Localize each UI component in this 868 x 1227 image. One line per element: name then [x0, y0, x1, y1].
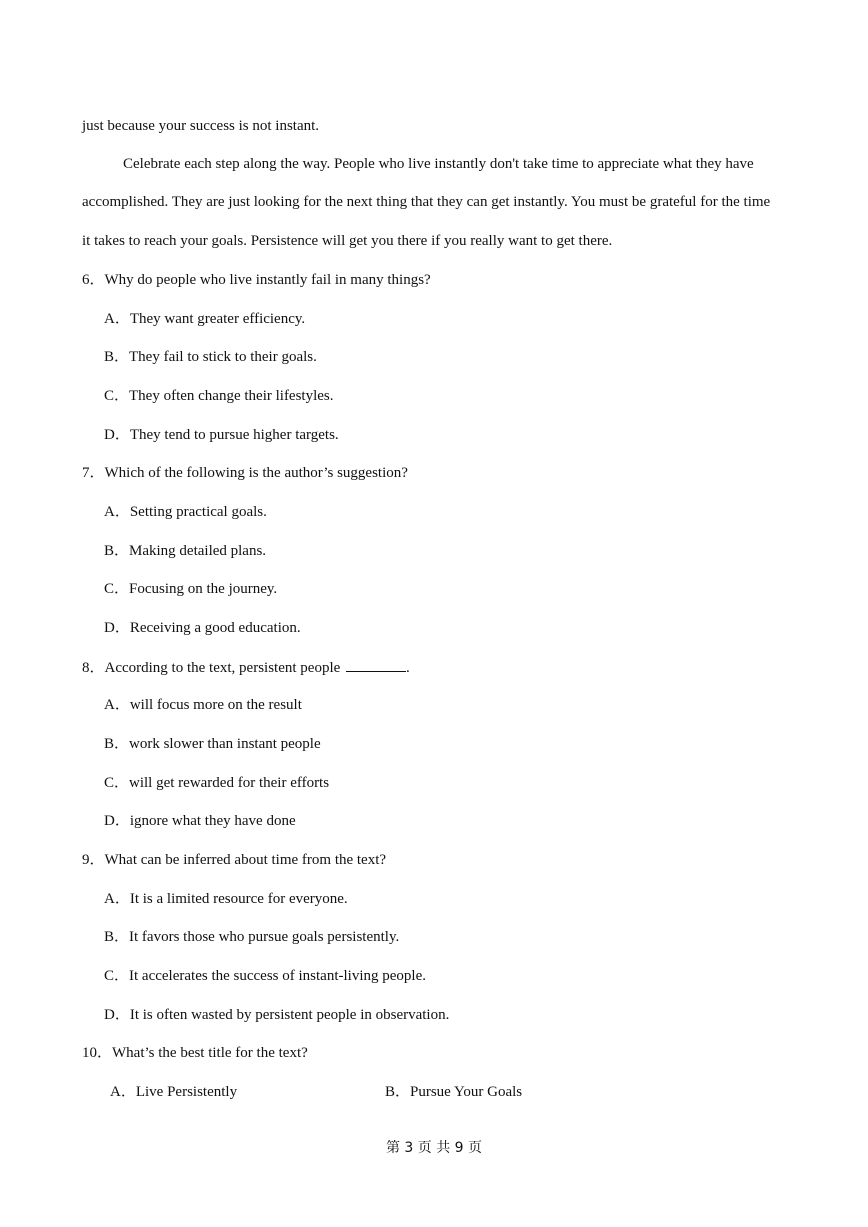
passage-line: accomplished. They are just looking for the next thing that they can get instantly. You must be grateful for the time [82, 194, 771, 210]
question-10-option-a: A．Live Persistently [110, 1084, 238, 1100]
question-8-option-d: D．ignore what they have done [104, 813, 296, 829]
question-9-option-a: A．It is a limited resource for everyone. [104, 891, 348, 907]
question-8-stem-line [82, 657, 410, 678]
question-8-option-a: A．will focus more on the result [104, 697, 302, 713]
question-7-stem: 7．Which of the following is the author’s suggestion? [82, 465, 408, 481]
page-footer: 第 3 页 共 9 页 [385, 1140, 483, 1156]
question-9-option-d: D．It is often wasted by persistent people in observation. [104, 1007, 450, 1023]
question-7-option-d: D．Receiving a good education. [104, 620, 301, 636]
passage-line: it takes to reach your goals. Persistence will get you there if you really want to get there. [82, 233, 613, 249]
question-6-option-c: C．They often change their lifestyles. [104, 388, 334, 404]
question-9-option-c: C．It accelerates the success of instant-living people. [104, 968, 426, 984]
question-6-stem: 6．Why do people who live instantly fail in many things? [82, 272, 431, 288]
passage-line: Celebrate each step along the way. People who live instantly don't take time to appreciate what they have [123, 156, 754, 172]
question-7-option-a: A．Setting practical goals. [104, 504, 267, 520]
question-7-option-b: B．Making detailed plans. [104, 543, 267, 559]
question-9-stem: 9．What can be inferred about time from the text? [82, 852, 387, 868]
question-8-option-c: C．will get rewarded for their efforts [104, 775, 330, 791]
answer-blank [346, 657, 406, 672]
question-6-option-a: A．They want greater efficiency. [104, 311, 306, 327]
passage-line: just because your success is not instant. [82, 118, 320, 134]
question-6-option-b: B．They fail to stick to their goals. [104, 349, 317, 365]
question-7-option-c: C．Focusing on the journey. [104, 581, 278, 597]
question-9-option-b: B．It favors those who pursue goals persistently. [104, 929, 400, 945]
question-10-option-b: B．Pursue Your Goals [385, 1084, 523, 1100]
question-10-stem: 10．What’s the best title for the text? [82, 1045, 308, 1061]
question-8-option-b: B．work slower than instant people [104, 736, 321, 752]
question-8-stem: 8．According to the text, persistent people [82, 660, 341, 676]
question-6-option-d: D．They tend to pursue higher targets. [104, 427, 339, 443]
question-8-stem-end: . [406, 660, 410, 676]
